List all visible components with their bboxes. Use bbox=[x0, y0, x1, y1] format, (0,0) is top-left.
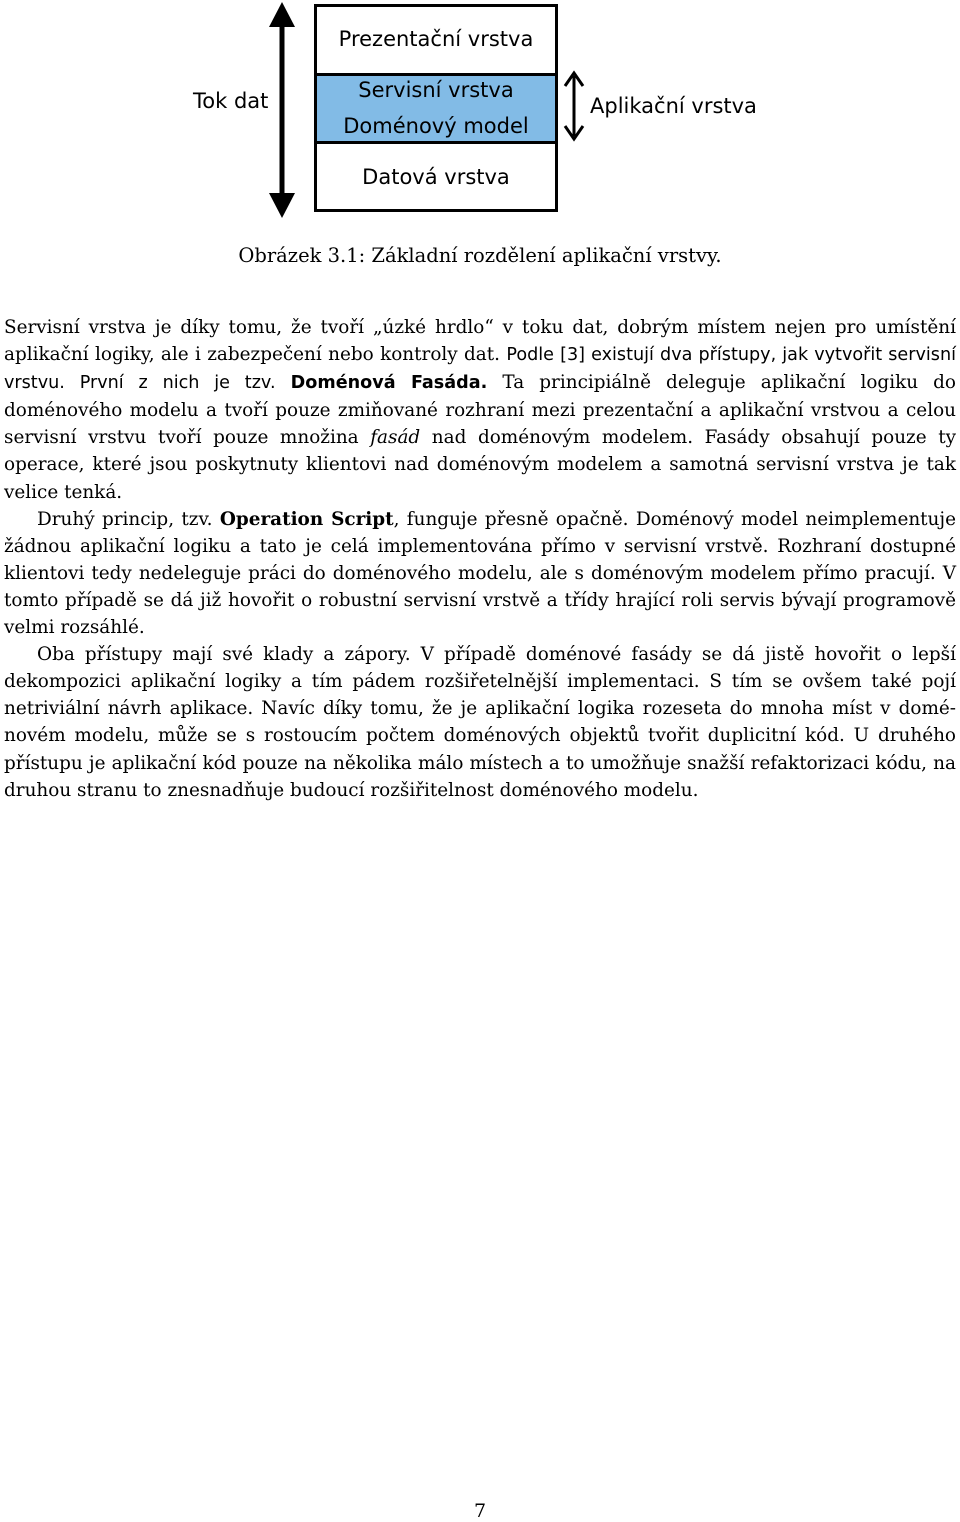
text-run-sans: Podle [3] existují dva přístupy, jak vytvořit servisní vrstvu. První z nich je tzv. bbox=[4, 345, 956, 394]
text-run: Druhý princip, tzv. bbox=[37, 508, 213, 530]
paragraph bbox=[4, 506, 956, 641]
presentation-layer-label: Prezentační vrstva bbox=[338, 27, 534, 51]
text-run: , funguje přesně opačně. Doménový model neimplementuje žádnou aplikační logiku a tato je celá implementována přímo v servisní vrstvě. Rozhraní dostupné klientovi tedy nedeleguje práci do doménového modelu, ale s doménovým modelem přímo pracují. V tomto případě se dá již hovořit o robustní servisní vrstvě a třídy hrající roli servis bývají programově velmi rozsáhlé. bbox=[4, 508, 956, 639]
term-domain-facade: Doménová Fasáda. bbox=[290, 373, 488, 394]
body-text bbox=[4, 314, 956, 804]
application-layer-label: Aplikační vrstva bbox=[590, 94, 757, 118]
term-facades: fasád bbox=[370, 427, 421, 449]
layer-diagram bbox=[0, 0, 960, 230]
data-layer-label: Datová vrstva bbox=[362, 165, 510, 189]
term-operation-script: Operation Script bbox=[219, 508, 394, 530]
paragraph bbox=[4, 314, 956, 506]
paragraph: Oba přístupy mají své klady a zápory. V případě doménové fasády se dá jistě hovořit o lepší dekompozici aplikační logiky a tím pádem rozšiřetelnější implementaci. S tím se ovšem také pojí netriviální návrh aplikace. Navíc díky tomu, že je aplikační logika rozeseta do mnoha míst v doménovém modelu, může se s rostoucím počtem doménových objektů tvořit duplicitní kód. U druhého přístupu je aplikační kód pouze na několika málo místech a to umožňuje snažší refaktorizaci kódu, na druhou stranu to znesnadňuje budoucí rozšiřitelnost doménového modelu. bbox=[4, 644, 956, 801]
service-layer-label: Servisní vrstva bbox=[358, 78, 514, 102]
page-number: 7 bbox=[473, 1500, 487, 1522]
double-headed-vertical-arrow-icon bbox=[268, 2, 296, 218]
figure-caption: Obrázek 3.1: Základní rozdělení aplikační vrstvy. bbox=[238, 244, 722, 267]
data-flow-label: Tok dat bbox=[193, 89, 269, 113]
domain-model-label: Doménový model bbox=[343, 114, 529, 138]
text-run: Servisní vrstva je díky tomu, že tvoří „úzké hrdlo“ v toku dat, dobrým místem nejen pro umístění aplikační logiky, ale i zabezpečení nebo kontroly dat. bbox=[4, 317, 956, 366]
text-run: nad doménovým modelem. Fasády obsahují pouze ty operace, které jsou poskytnuty klientovi nad doménovým modelem a samotná servisní vrstva je tak velice tenká. bbox=[4, 427, 956, 503]
double-headed-vertical-arrow-icon bbox=[562, 70, 586, 142]
text-run: Ta principiálně deleguje aplikační logiku do doménového modelu a tvoří pouze zmiňované rozhraní mezi prezentační a aplikační vrstvou a celou servisní vrstvu tvoří pouze množina bbox=[4, 372, 956, 449]
